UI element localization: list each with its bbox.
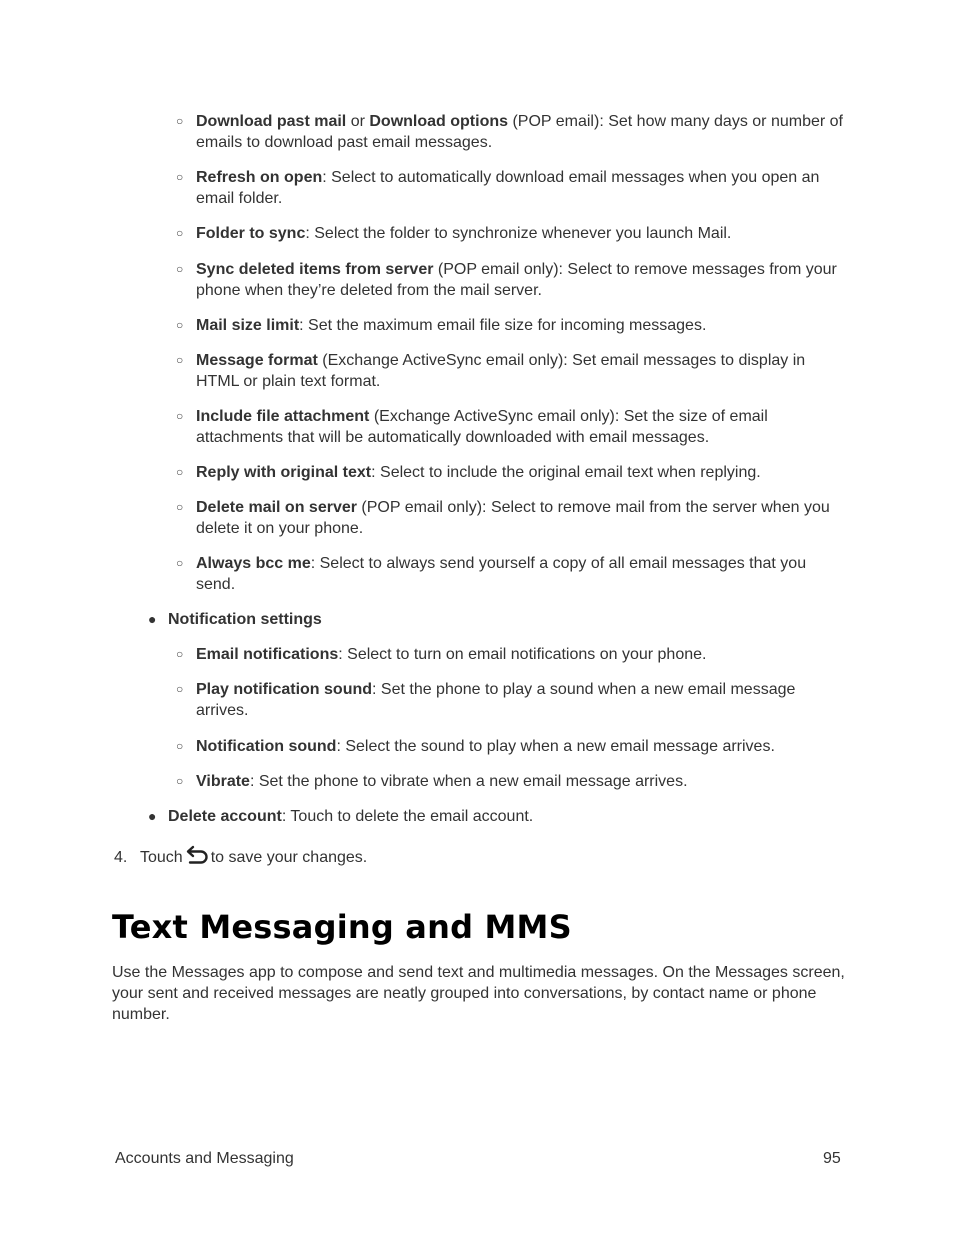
circle-bullet-icon: ○	[176, 682, 184, 696]
dot-bullet-icon: ●	[148, 808, 157, 824]
step-4: 4. Touch to save your changes.	[114, 845, 367, 871]
list-item: ○ Folder to sync: Select the folder to synchronize whenever you launch Mail.	[176, 225, 732, 242]
list-item: ○ Include file attachment (Exchange ActiveSync email only): Set the size of email attachments that will be automatically downloaded with email messages.	[176, 408, 768, 446]
list-item: ○ Sync deleted items from server (POP email only): Select to remove messages from your phone when they’re deleted from the mail server.	[176, 261, 837, 299]
dot-bullet-icon: ●	[148, 611, 157, 627]
circle-bullet-icon: ○	[176, 318, 184, 332]
circle-bullet-icon: ○	[176, 739, 184, 753]
section-title: Text Messaging and MMS	[112, 908, 572, 946]
circle-bullet-icon: ○	[176, 465, 184, 479]
list-item: ○ Download past mail or Download options (POP email): Set how many days or number of emails to download past email messages.	[176, 113, 843, 151]
list-item: ○ Notification sound: Select the sound to play when a new email message arrives.	[176, 738, 775, 755]
circle-bullet-icon: ○	[176, 556, 184, 570]
circle-bullet-icon: ○	[176, 262, 184, 276]
list-item: ○ Mail size limit: Set the maximum email file size for incoming messages.	[176, 317, 707, 334]
circle-bullet-icon: ○	[176, 353, 184, 367]
circle-bullet-icon: ○	[176, 774, 184, 788]
circle-bullet-icon: ○	[176, 114, 184, 128]
section-intro: Use the Messages app to compose and send text and multimedia messages. On the Messages screen, your sent and received messages are neatly grouped into conversations, by contact name or phone number.	[112, 964, 845, 1023]
list-item: ○ Vibrate: Set the phone to vibrate when a new email message arrives.	[176, 773, 688, 790]
list-item: ○ Delete mail on server (POP email only): Select to remove mail from the server when you delete it on your phone.	[176, 499, 830, 537]
list-item: ○ Always bcc me: Select to always send yourself a copy of all email messages that you send.	[176, 555, 807, 593]
list-item: ○ Play notification sound: Set the phone to play a sound when a new email message arrives.	[176, 681, 796, 719]
circle-bullet-icon: ○	[176, 226, 184, 240]
circle-bullet-icon: ○	[176, 500, 184, 514]
circle-bullet-icon: ○	[176, 647, 184, 661]
list-item: ○ Email notifications: Select to turn on email notifications on your phone.	[176, 646, 707, 663]
list-item: ○ Reply with original text: Select to include the original email text when replying.	[176, 464, 761, 481]
back-arrow-icon	[186, 845, 210, 871]
page-number: 95	[823, 1150, 841, 1167]
footer-chapter: Accounts and Messaging	[115, 1150, 294, 1167]
list-item: ○ Refresh on open: Select to automatically download email messages when you open an email folder.	[176, 169, 820, 207]
circle-bullet-icon: ○	[176, 170, 184, 184]
step-number: 4.	[114, 849, 128, 866]
bullet-delete-account: ● Delete account: Touch to delete the email account.	[148, 808, 534, 825]
list-item: ○ Message format (Exchange ActiveSync email only): Set email messages to display in HTML or plain text format.	[176, 352, 806, 390]
circle-bullet-icon: ○	[176, 409, 184, 423]
bullet-notification-settings: ● Notification settings	[148, 611, 322, 628]
